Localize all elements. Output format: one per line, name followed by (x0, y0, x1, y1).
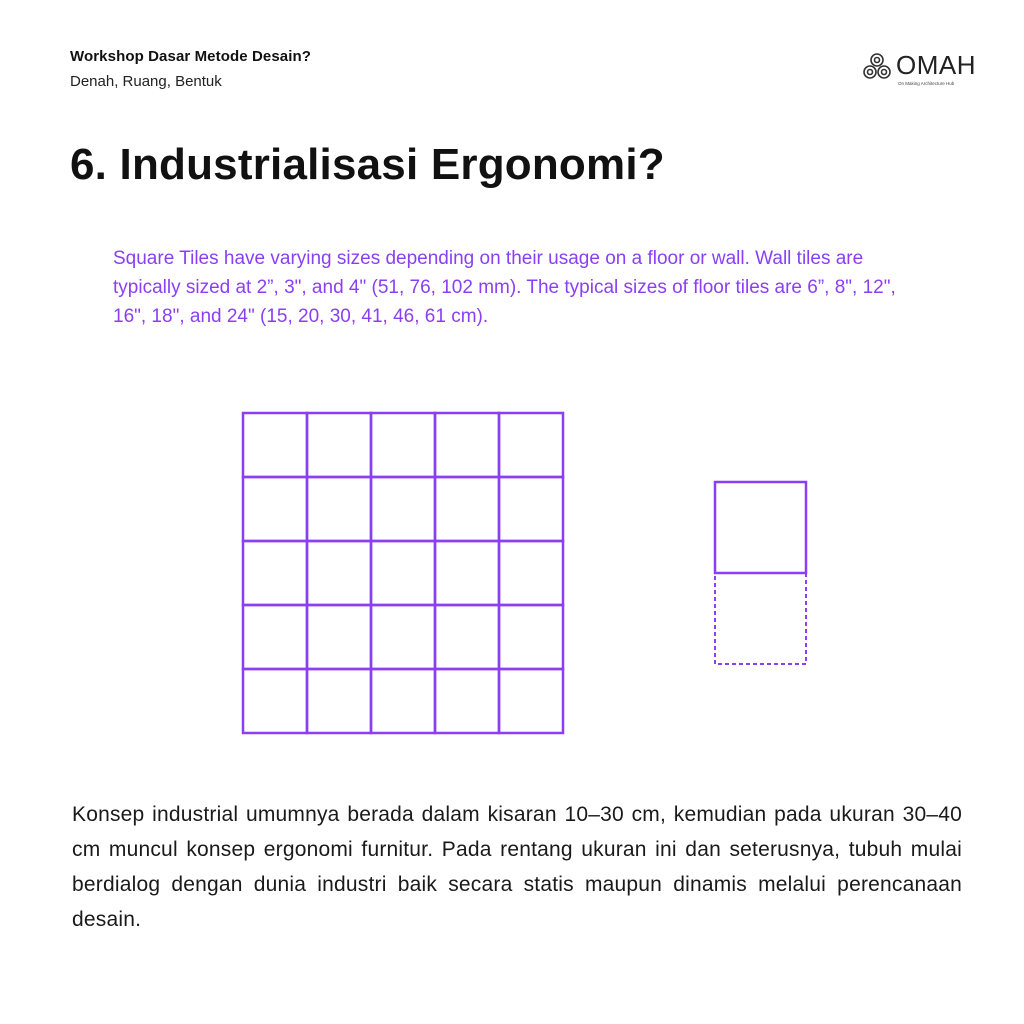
floor-tile (499, 413, 563, 477)
floor-tile (371, 477, 435, 541)
floor-tile (243, 541, 307, 605)
wall-tile-solid (715, 482, 806, 573)
floor-tile (307, 541, 371, 605)
body-paragraph: Konsep industrial umumnya berada dalam kisaran 10–30 cm, kemudian pada ukuran 30–40 cm muncul konsep ergonomi furnitur. Pada rentang ukuran ini dan seterusnya, tubuh mulai berdialog dengan dunia industri baik secara statis maupun dinamis melalui perencanaan desain. (72, 803, 962, 931)
floor-tile (499, 477, 563, 541)
workshop-title: Workshop Dasar Metode Desain? (70, 48, 312, 65)
floor-tile (307, 413, 371, 477)
floor-tile (371, 541, 435, 605)
floor-tile (371, 669, 435, 733)
floor-tile (243, 605, 307, 669)
floor-tile (435, 669, 499, 733)
floor-tile (499, 605, 563, 669)
workshop-subtitle: Denah, Ruang, Bentuk (70, 73, 222, 90)
floor-tile (435, 541, 499, 605)
page-title: 6. Industrialisasi Ergonomi? (70, 140, 665, 189)
logo-wordmark: OMAH (896, 50, 976, 80)
floor-tile (307, 669, 371, 733)
floor-tile (435, 605, 499, 669)
floor-tile (371, 605, 435, 669)
floor-tile-grid (243, 413, 563, 733)
floor-tile (499, 669, 563, 733)
tile-size-note: Square Tiles have varying sizes depending on their usage on a floor or wall. Wall tiles are typically sized at 2”, 3", and 4" (51, 76, 102 mm). The typical sizes of floor tiles are 6”, 8", 12", 16", 18", and 24" (15, 20, 30, 41, 46, 61 cm). (113, 248, 896, 327)
floor-tile (435, 413, 499, 477)
floor-tile (435, 477, 499, 541)
logo-tagline: On Making Architecture Hub (898, 81, 955, 86)
floor-tile (307, 605, 371, 669)
floor-tile (243, 477, 307, 541)
floor-tile (243, 413, 307, 477)
floor-tile (499, 541, 563, 605)
wall-tile-stack (715, 482, 806, 664)
wall-tile-dashed (715, 573, 806, 664)
floor-tile (371, 413, 435, 477)
floor-tile (243, 669, 307, 733)
floor-tile (307, 477, 371, 541)
